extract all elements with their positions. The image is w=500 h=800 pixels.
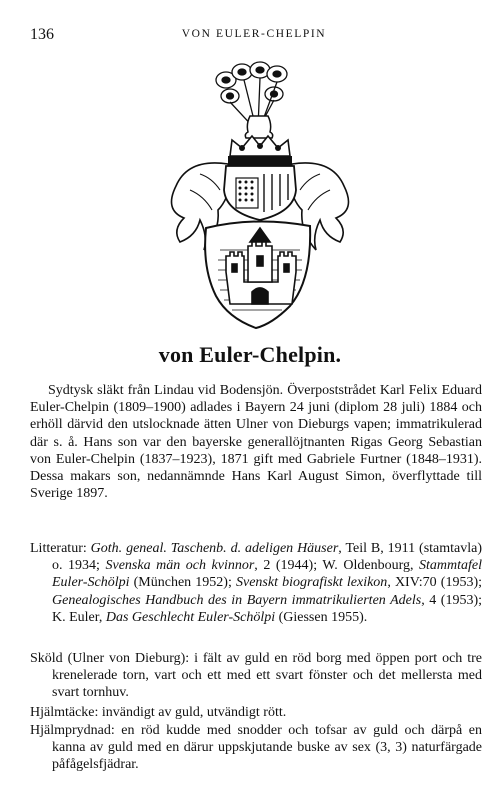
lit-part-11: Das Geschlecht Euler-Schölpi	[105, 609, 276, 625]
jug-icon	[245, 116, 272, 138]
lit-part-4: , 2 (1944); W. Oldenbourg,	[254, 558, 414, 574]
intro-text: Sydtysk släkt från Lindau vid Bodensjön. Överpoststrådet Karl Felix Eduard Euler-Chelpin (1809–1900) adlades i Bayern 24 juni (diplom 28 juli) 1884 och erhöll därvid den utslocknade ätten Ulner von Dieburgs vapen; immatrikulerad där s. å. Hans son var den bayerske generallöjtnanten Rigas Georg Sebastian von Euler-Chelpin (1837–1923), 1871 gift med Gabriele Furtner (1848–1931). Dessa makars son, nedannämnde Hans Karl August Simon, överflyttade till Sverige 1897.	[30, 383, 482, 502]
lit-part-6: (München 1952);	[133, 575, 232, 591]
skold-entry: Sköld (Ulner von Dieburg): i fält av guld en röd borg med öppen port och tre krenelerade torn, vart och ett med ett svart fönster och det mellersta med svart tornhuv.	[30, 651, 482, 701]
lit-part-8: , XIV:70 (1953);	[387, 575, 483, 591]
shield-icon	[205, 221, 310, 328]
literature-label: Litteratur:	[30, 541, 87, 556]
literature-entry	[30, 540, 482, 626]
lit-part-5: Stammtafel Euler-Schölpi	[52, 558, 483, 591]
coat-of-arms-icon	[160, 60, 350, 330]
lit-part-9: Genealogisches Handbuch des in Bayern immatrikulierten Adels	[52, 592, 422, 608]
lit-part-2: , Teil B, 1911 (stamtavla) o. 1934;	[52, 541, 483, 574]
helmet-icon	[224, 166, 296, 220]
lit-part-10: , 4 (1953); K. Euler,	[52, 592, 482, 625]
page-title: von Euler-Chelpin.	[158, 342, 342, 367]
hjalmprydnad-entry: Hjälmprydnad: en röd kudde med snodder och tofsar av guld och därpå en kanna av guld med en därur uppskjutande buske av sex (3, 3) naturfärgade påfågelsfjädrar.	[30, 723, 482, 773]
lit-part-1: Goth. geneal. Taschenb. d. adeligen Häuser	[90, 541, 339, 556]
lit-part-3: Svenska män och kvinnor	[105, 558, 255, 574]
lit-part-12: (Giessen 1955).	[278, 609, 368, 625]
page-number: 136	[30, 26, 54, 43]
page-header	[30, 26, 478, 46]
lit-part-7: Svenskt biografiskt lexikon	[235, 575, 388, 591]
running-title: VON EULER-CHELPIN	[181, 28, 327, 40]
intro-paragraph	[30, 382, 482, 502]
hjalmtacke-entry: Hjälmtäcke: invändigt av guld, utvändigt rött.	[30, 705, 287, 720]
